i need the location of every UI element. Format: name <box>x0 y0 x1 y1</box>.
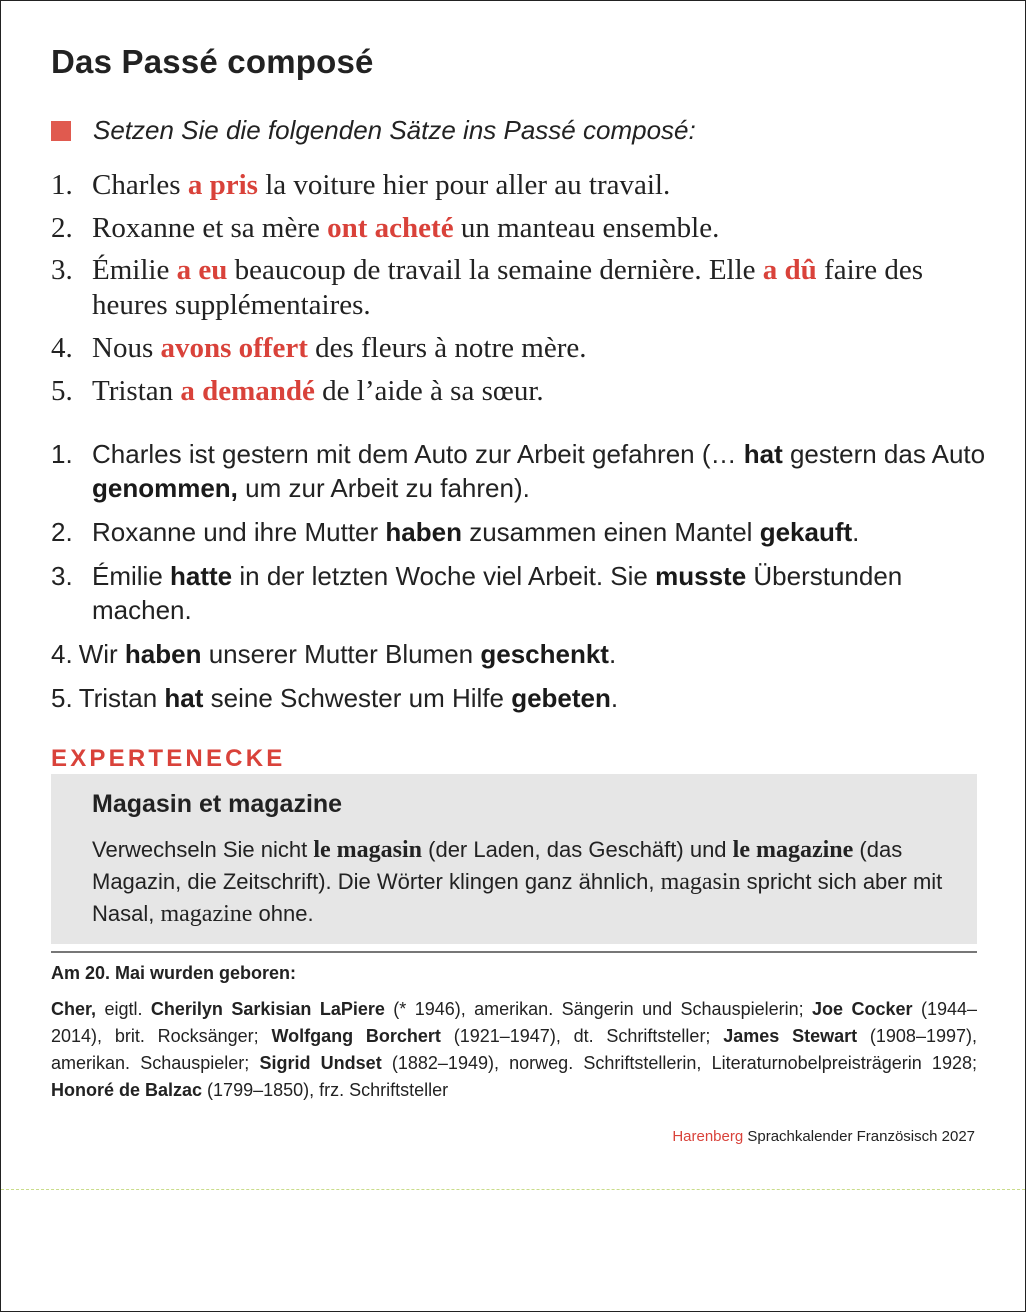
person-name: Joe Cocker <box>812 999 913 1019</box>
cut-line <box>1 1189 1025 1190</box>
answer-verb: ont acheté <box>327 212 454 244</box>
bold-verb: hat <box>164 683 204 713</box>
answer-verb: a demandé <box>180 375 315 407</box>
item-number: 5. <box>51 683 73 713</box>
expert-corner-text <box>92 834 962 930</box>
sentence-part: Nous <box>92 332 161 364</box>
person-name: Honoré de Balzac <box>51 1080 203 1100</box>
french-word: magazine <box>160 901 253 927</box>
sentence-part: un manteau ensemble. <box>453 212 720 244</box>
sentence-part: Émilie <box>92 254 177 286</box>
sentence-part: . <box>610 683 619 713</box>
expert-corner-box <box>51 774 977 944</box>
sentence-part: Tristan <box>78 683 165 713</box>
answer-verb: a dû <box>762 254 817 286</box>
answer-verb: a eu <box>176 254 228 286</box>
birthdays-text <box>51 996 977 1104</box>
person-name: Cherilyn Sarkisian LaPiere <box>150 999 385 1019</box>
person-name: Sigrid Undset <box>259 1053 382 1073</box>
exercise-item <box>51 210 991 246</box>
sentence-part: zusammen einen Mantel <box>461 517 760 547</box>
translation-item <box>51 515 991 549</box>
sentence-part: Roxanne et sa mère <box>92 212 328 244</box>
text-part: ohne. <box>252 901 314 926</box>
item-number: 3. <box>51 254 73 286</box>
sentence-part: . <box>852 517 860 547</box>
item-number: 2. <box>51 212 73 244</box>
text-part: (1799–1850), frz. Schriftsteller <box>202 1080 449 1100</box>
sentence-part: Tristan <box>92 375 181 407</box>
answer-verb: a pris <box>187 169 258 201</box>
item-number: 1. <box>51 169 73 201</box>
item-number: 2. <box>51 517 73 547</box>
text-part: (1944–2014), brit. Rocksänger; <box>51 999 978 1046</box>
text-part: (der Laden, das Geschäft) und <box>422 837 733 862</box>
person-name: James Stewart <box>723 1026 858 1046</box>
text-part: Verwechseln Sie nicht <box>92 837 314 862</box>
birthdays-heading: Am 20. Mai wurden geboren: <box>51 963 297 983</box>
text-part: (1882–1949), norweg. Schriftstellerin, Literaturnobelpreisträgerin 1928; <box>381 1053 977 1073</box>
text-part: (1908–1997), amerikan. Schauspieler; <box>51 1026 977 1073</box>
sentence-part: des fleurs à notre mère. <box>307 332 587 364</box>
sentence-part: Charles ist gestern mit dem Auto zur Arbeit gefahren (… <box>92 439 744 469</box>
translation-item <box>51 559 991 627</box>
footer-text: Sprachkalender Französisch 2027 <box>743 1128 975 1145</box>
text-part: eigtl. <box>96 999 151 1019</box>
exercise-item <box>51 253 991 323</box>
bold-verb: genommen, <box>92 473 238 503</box>
bold-verb: gekauft <box>759 517 853 547</box>
bold-verb: geschenkt <box>480 639 609 669</box>
bold-verb: hatte <box>170 561 233 591</box>
sentence-part: la voiture hier pour aller au travail. <box>257 169 671 201</box>
item-number: 4. <box>51 332 73 364</box>
sentence-part: seine Schwester um Hilfe <box>203 683 512 713</box>
sentence-part: unserer Mutter Blumen <box>201 639 481 669</box>
item-number: 4. <box>51 639 73 669</box>
bold-verb: musste <box>655 561 747 591</box>
bold-verb: haben <box>385 517 462 547</box>
page-title: Das Passé composé <box>51 43 374 80</box>
sentence-part: um zur Arbeit zu fahren). <box>237 473 530 503</box>
exercise-item <box>51 167 991 203</box>
sentence-part: Charles <box>92 169 188 201</box>
sentence-part: in der letzten Woche viel Arbeit. Sie <box>232 561 656 591</box>
french-term: le magasin <box>313 837 423 863</box>
item-number: 1. <box>51 439 73 469</box>
footer-credit <box>672 1128 975 1145</box>
text-part: (1921–1947), dt. Schriftsteller; <box>440 1026 724 1046</box>
bold-verb: hat <box>743 439 783 469</box>
sentence-part: gestern das Auto <box>782 439 986 469</box>
sentence-part: Émilie <box>92 561 171 591</box>
sentence-part: Roxanne und ihre Mutter <box>92 517 386 547</box>
french-word: magasin <box>660 869 741 895</box>
instruction <box>51 115 696 146</box>
sentence-part: beaucoup de travail la semaine dernière. Elle <box>227 254 763 286</box>
sentence-part: de l’aide à sa sœur. <box>314 375 544 407</box>
expert-corner-heading: EXPERTENECKE <box>51 745 286 772</box>
french-term: le magazine <box>732 837 854 863</box>
person-name: Wolfgang Borchert <box>271 1026 441 1046</box>
german-translation-list <box>51 437 991 725</box>
text-part: (* 1946), amerikan. Sängerin und Schauspielerin; <box>384 999 813 1019</box>
bold-verb: haben <box>124 639 202 669</box>
translation-item <box>51 681 991 715</box>
item-number: 3. <box>51 561 73 591</box>
sentence-part: . <box>608 639 617 669</box>
text-part: spricht sich aber mit Nasal, <box>92 869 943 926</box>
person-name: Cher, <box>51 999 97 1019</box>
translation-item <box>51 437 991 505</box>
divider <box>51 951 977 953</box>
answer-verb: avons offert <box>160 332 308 364</box>
sentence-part: faire des heures supplémentaires. <box>92 254 924 321</box>
brand-name: Harenberg <box>672 1128 744 1145</box>
exercise-item <box>51 330 991 366</box>
expert-corner-title: Magasin et magazine <box>92 790 343 818</box>
french-exercise-list <box>51 167 991 416</box>
red-square-icon <box>51 121 71 141</box>
text-part: (das Magazin, die Zeitschrift). Die Wörter klingen ganz ähnlich, <box>92 837 903 894</box>
bold-verb: gebeten <box>511 683 611 713</box>
sentence-part: Wir <box>78 639 125 669</box>
sentence-part: Überstunden machen. <box>92 561 903 625</box>
translation-item <box>51 637 991 671</box>
item-number: 5. <box>51 375 73 407</box>
instruction-text: Setzen Sie die folgenden Sätze ins Passé composé: <box>93 115 696 145</box>
exercise-item <box>51 373 991 409</box>
